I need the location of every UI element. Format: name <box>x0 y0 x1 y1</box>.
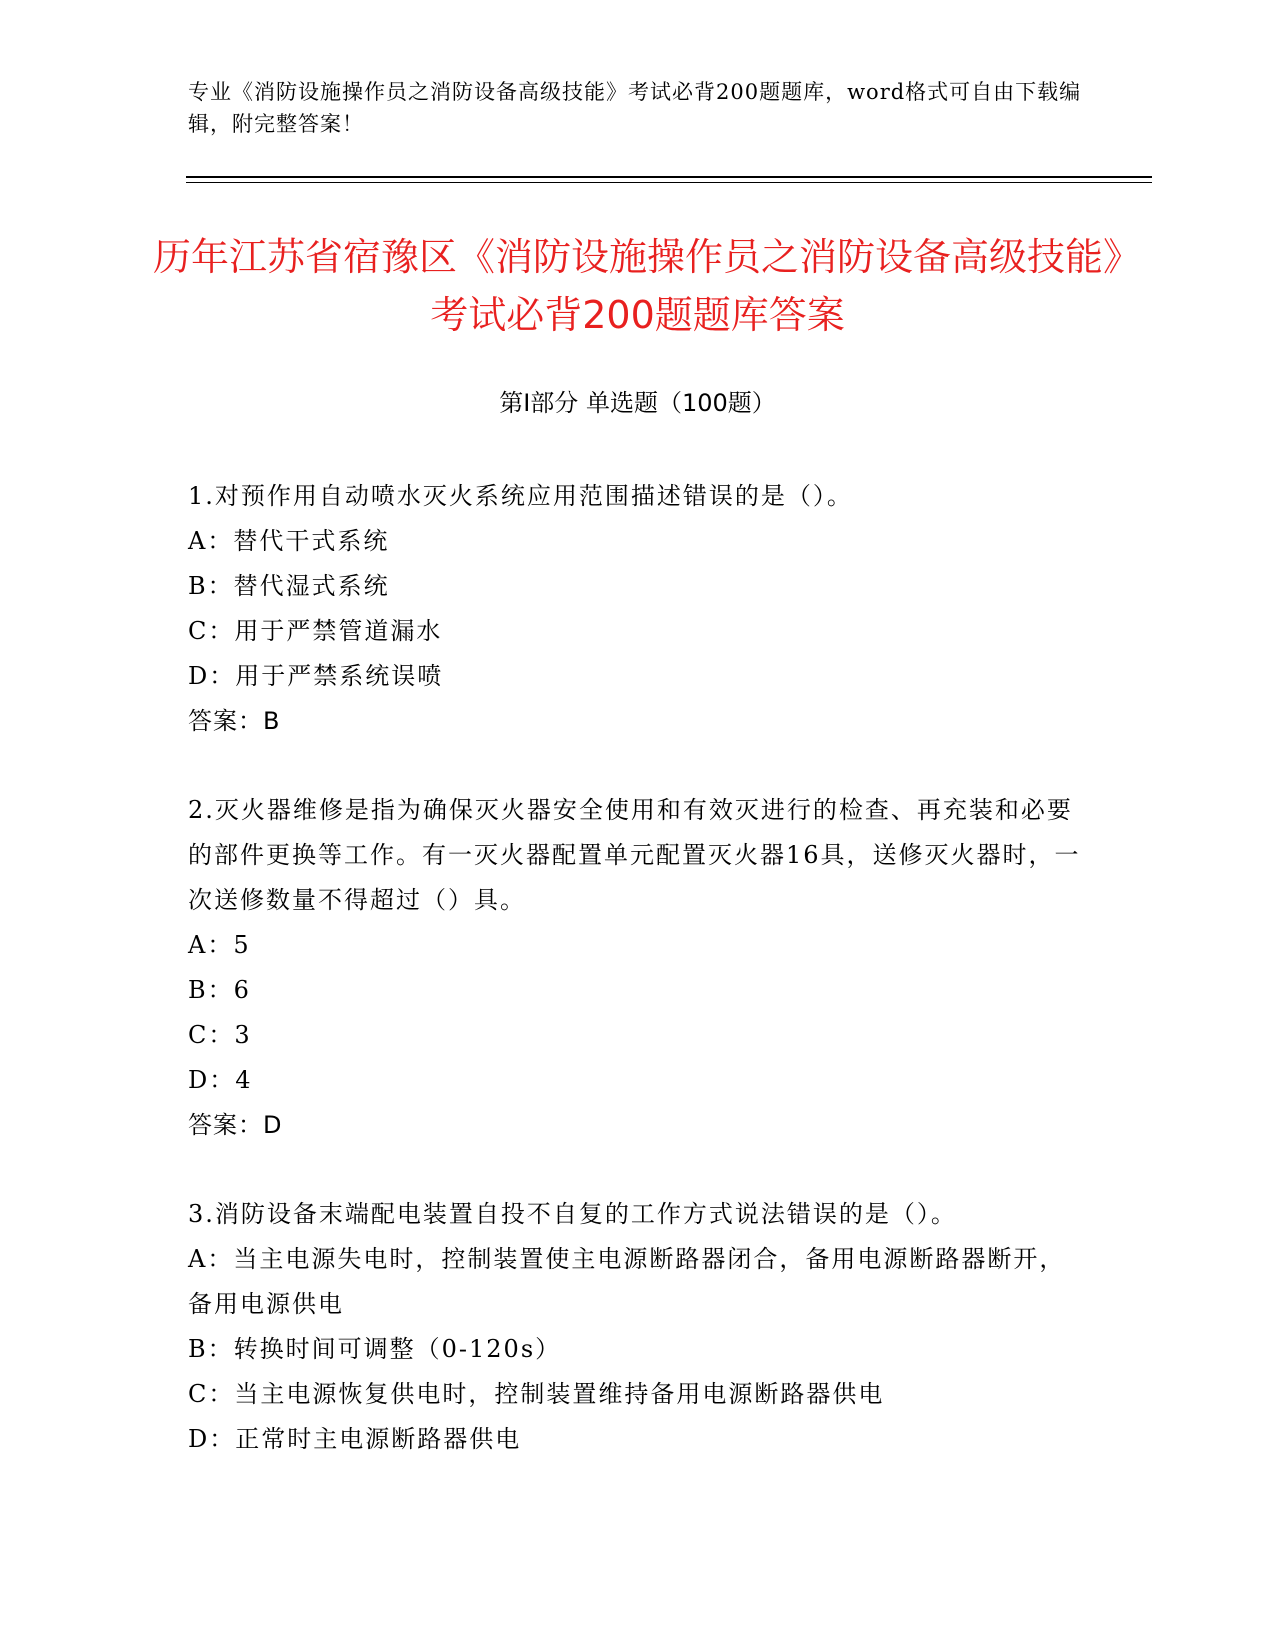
option-a: A：当主电源失电时，控制装置使主电源断路器闭合，备用电源断路器断开，备用电源供电 <box>188 1245 1066 1318</box>
option-d: D：用于严禁系统误喷 <box>188 662 444 690</box>
section-title: 第Ⅰ部分 单选题（100题） <box>499 389 776 417</box>
option-a: A：替代干式系统 <box>188 527 390 555</box>
header-divider-thick <box>186 176 1152 178</box>
option-c: C：用于严禁管道漏水 <box>188 617 443 645</box>
question-list <box>188 474 1088 1506</box>
header-divider-thin <box>186 182 1152 183</box>
option-d: D：正常时主电源断路器供电 <box>188 1425 522 1453</box>
option-a: A：5 <box>188 931 251 959</box>
answer: 答案：D <box>188 1111 283 1139</box>
option-b: B：转换时间可调整（0-120s） <box>188 1335 562 1363</box>
question-text: 1.对预作用自动喷水灭火系统应用范围描述错误的是（）。 <box>188 482 853 510</box>
option-c: C：当主电源恢复供电时，控制装置维持备用电源断路器供电 <box>188 1380 885 1408</box>
question-1 <box>188 474 1088 744</box>
header-note: 专业《消防设施操作员之消防设备高级技能》考试必背200题题库，word格式可自由下载编辑，附完整答案！ <box>188 80 1082 136</box>
option-d: D：4 <box>188 1066 253 1094</box>
option-c: C：3 <box>188 1021 252 1049</box>
option-b: B：6 <box>188 976 251 1004</box>
question-2 <box>188 788 1088 1148</box>
document-title: 历年江苏省宿豫区《消防设施操作员之消防设备高级技能》考试必背200题题库答案 <box>152 235 1122 337</box>
answer: 答案：B <box>188 707 281 735</box>
question-text: 3.消防设备末端配电装置自投不自复的工作方式说法错误的是（）。 <box>188 1200 957 1228</box>
option-b: B：替代湿式系统 <box>188 572 390 600</box>
question-text: 2.灭火器维修是指为确保灭火器安全使用和有效灭进行的检查、再充装和必要的部件更换等工作。有一灭火器配置单元配置灭火器16具，送修灭火器时，一次送修数量不得超过（）具。 <box>188 796 1081 914</box>
question-3 <box>188 1192 1088 1462</box>
